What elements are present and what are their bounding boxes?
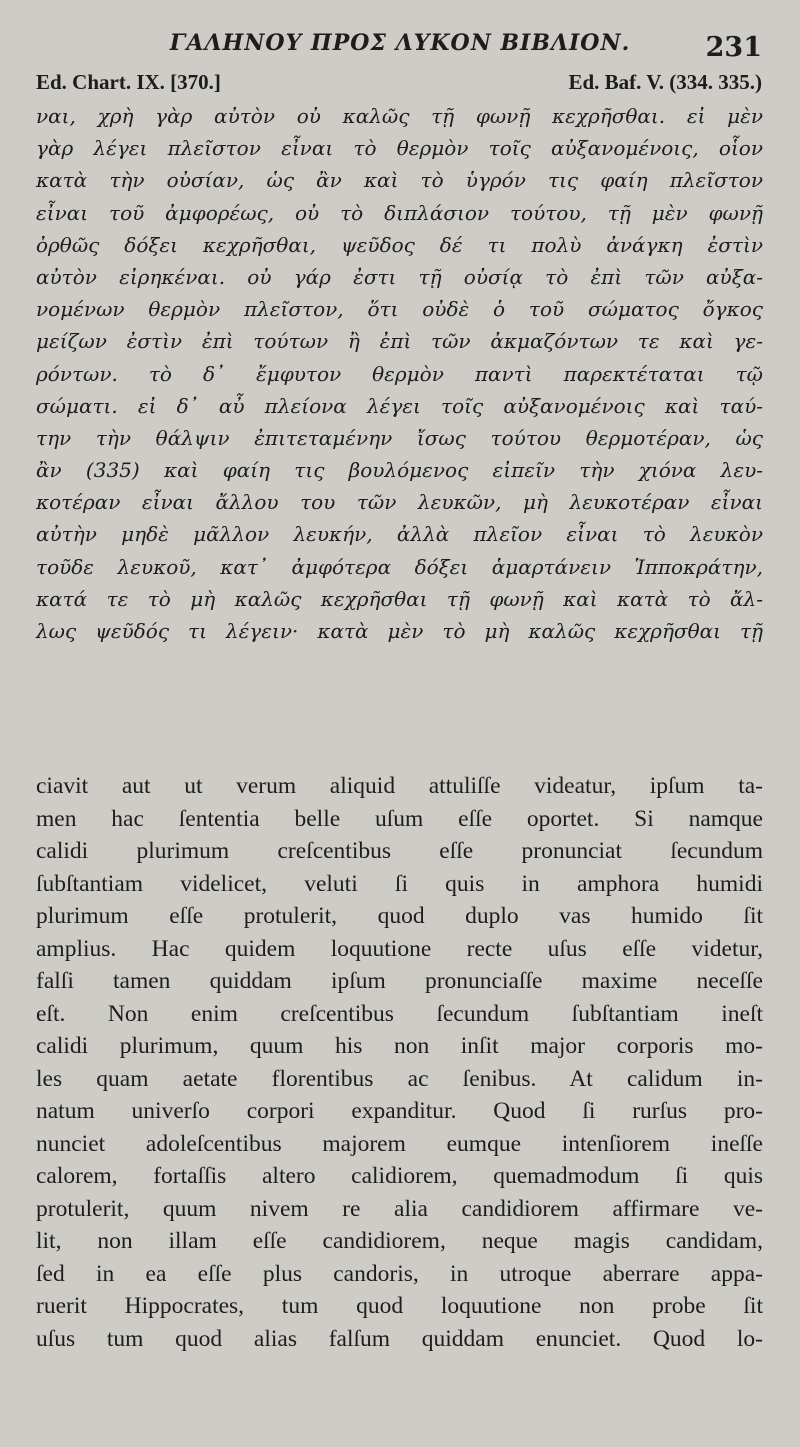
greek-text-block (36, 100, 763, 647)
greek-line: τοῦδε λευκοῦ, κατ᾽ ἀμφότερα δόξει ἁμαρτάνειν Ἱπποκράτην, (36, 554, 763, 579)
greek-line: ἂν (335) καὶ φαίη τις βουλόμενος εἰπεῖν τὴν χιόνα λευ- (36, 458, 763, 483)
greek-line: μείζων ἐστὶν ἐπὶ τούτων ἢ ἐπὶ τῶν ἀκμαζόντων τε καὶ γε- (36, 329, 763, 354)
greek-line: εἶναι τοῦ ἀμφορέως, οὐ τὸ διπλάσιον τούτου, τῇ μὲν φωνῇ (36, 200, 763, 225)
page-number: 231 (705, 32, 762, 63)
edition-reference-chartier: Ed. Chart. IX. [370.] (36, 70, 221, 94)
latin-line: ſubſtantiam videlicet, veluti ſi quis in amphora humidi (36, 870, 763, 897)
greek-line: ρόντων. τὸ δ᾽ ἔμφυτον θερμὸν παντὶ παρεκτέταται τῷ (36, 361, 763, 386)
latin-line: calorem, fortaſſis altero calidiorem, quemadmodum ſi quis (36, 1163, 763, 1189)
greek-line: αὐτὴν μηδὲ μᾶλλον λευκήν, ἀλλὰ πλεῖον εἶναι τὸ λευκὸν (36, 522, 763, 547)
latin-line: lit, non illam eſſe candidiorem, neque magis candidam, (36, 1228, 763, 1254)
latin-line: ruerit Hippocrates, tum quod loquutione non probe ſit (36, 1293, 763, 1319)
latin-line: uſus tum quod alias falſum quiddam enunciet. Quod lo- (36, 1325, 763, 1352)
edition-reference-line (36, 70, 762, 98)
greek-line: κατὰ τὴν οὐσίαν, ὡς ἂν καὶ τὸ ὑγρόν τις φαίη πλεῖστον (36, 168, 763, 193)
latin-line: men hac ſententia belle uſum eſſe oportet. Si namque (36, 805, 763, 832)
greek-line: ὀρθῶς δόξει κεχρῆσθαι, ψεῦδος δέ τι πολὺ ἀνάγκη ἐστὶν (36, 232, 763, 257)
greek-line: κοτέραν εἶναι ἄλλου του τῶν λευκῶν, μὴ λευκοτέραν εἶναι (36, 490, 763, 515)
latin-line: amplius. Hac quidem loquutione recte uſus eſſe videtur, (36, 935, 763, 962)
greek-line: κατά τε τὸ μὴ καλῶς κεχρῆσθαι τῇ φωνῇ καὶ κατὰ τὸ ἄλ- (36, 586, 763, 611)
greek-line: λως ψεῦδός τι λέγειν· κατὰ μὲν τὸ μὴ καλῶς κεχρῆσθαι τῇ (36, 619, 763, 643)
latin-line: nunciet adoleſcentibus majorem eumque intenſiorem ineſſe (36, 1130, 763, 1157)
greek-line: σώματι. εἰ δ᾽ αὖ πλείονα λέγει τοῖς αὐξανομένοις καὶ ταύ- (36, 393, 763, 418)
latin-line: natum univerſo corpori expanditur. Quod ſi rurſus pro- (36, 1098, 763, 1124)
latin-line: calidi plurimum, quum his non inſit major corporis mo- (36, 1033, 763, 1059)
greek-line: αὐτὸν εἰρηκέναι. οὐ γάρ ἐστι τῇ οὐσίᾳ τὸ ἐπὶ τῶν αὐξα- (36, 264, 763, 289)
greek-line: ναι, χρὴ γὰρ αὐτὸν οὐ καλῶς τῇ φωνῇ κεχρῆσθαι. εἰ μὲν (36, 104, 763, 128)
latin-line: protulerit, quum nivem re alia candidiorem affirmare ve- (36, 1195, 763, 1222)
greek-line: την τὴν θάλψιν ἐπιτεταμένην ἴσως τούτου θερμοτέραν, ὡς (36, 425, 763, 450)
greek-line: νομένων θερμὸν πλεῖστον, ὅτι οὐδὲ ὁ τοῦ σώματος ὄγκος (36, 297, 763, 322)
latin-line: calidi plurimum creſcentibus eſſe pronunciat ſecundum (36, 838, 763, 864)
edition-reference-basel: Ed. Baf. V. (334. 335.) (568, 70, 762, 94)
running-title: ΓΑΛΗΝΟΥ ΠΡΟΣ ΛΥΚΟΝ ΒΙΒΛΙΟΝ. (169, 30, 631, 56)
greek-line: γὰρ λέγει πλεῖστον εἶναι τὸ θερμὸν τοῖς αὐξανομένοις, οἷον (36, 136, 763, 161)
latin-line: ciavit aut ut verum aliquid attuliſſe videatur, ipſum ta- (36, 773, 763, 799)
latin-line: plurimum eſſe protulerit, quod duplo vas humido ſit (36, 903, 763, 929)
latin-line: ſed in ea eſſe plus candoris, in utroque aberrare appa- (36, 1260, 763, 1287)
latin-line: les quam aetate florentibus ac ſenibus. At calidum in- (36, 1065, 763, 1092)
latin-line: eſt. Non enim creſcentibus ſecundum ſubſtantiam ineſt (36, 1000, 763, 1027)
latin-text-block (36, 770, 763, 1355)
latin-line: falſi tamen quiddam ipſum pronunciaſſe maxime neceſſe (36, 968, 763, 994)
